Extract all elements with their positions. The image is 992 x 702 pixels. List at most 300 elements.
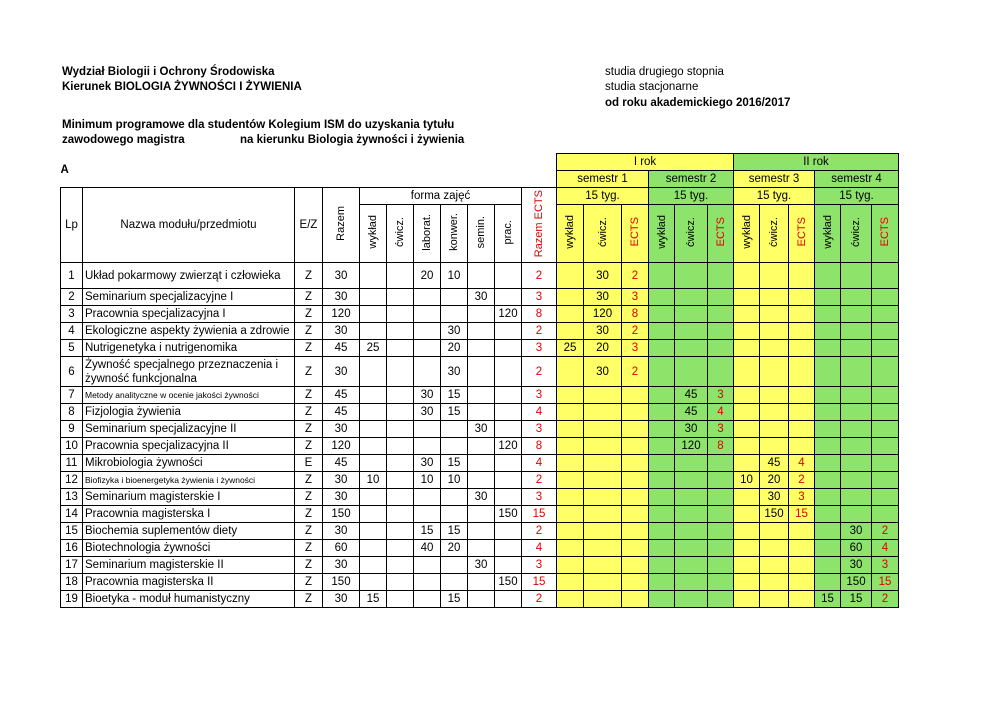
- table-row: [61, 263, 899, 289]
- row-form-3: [441, 574, 468, 591]
- row-form-5: [495, 557, 522, 574]
- row-form-0: 15: [360, 591, 387, 608]
- row-ects-total: 3: [522, 557, 557, 574]
- row-s4-0: [815, 421, 841, 438]
- row-s1-0: 25: [557, 340, 584, 357]
- sem1-col-header-2: ECTS: [622, 205, 649, 263]
- row-razem: 30: [323, 472, 360, 489]
- row-form-2: [414, 574, 441, 591]
- row-subject-name: Biochemia suplementów diety: [83, 523, 295, 540]
- row-s1-2: 2: [622, 323, 649, 340]
- sem1-col-header-1: ćwicz.: [584, 205, 622, 263]
- row-s2-1: [675, 340, 708, 357]
- row-form-2: [414, 506, 441, 523]
- col-header-form-4: semin.: [468, 205, 495, 263]
- row-s3-1: 30: [760, 489, 789, 506]
- row-form-3: [441, 557, 468, 574]
- row-s1-0: [557, 404, 584, 421]
- row-s2-0: [649, 455, 675, 472]
- col-header-form-5: prac.: [495, 205, 522, 263]
- row-s3-0: [734, 306, 760, 323]
- row-s4-0: [815, 472, 841, 489]
- row-lp: 10: [61, 438, 83, 455]
- row-ects-total: 2: [522, 263, 557, 289]
- col-header-lp: Lp: [61, 188, 83, 263]
- row-form-4: [468, 438, 495, 455]
- row-form-0: [360, 421, 387, 438]
- row-s2-1: 30: [675, 421, 708, 438]
- row-s4-1: [841, 472, 872, 489]
- row-s3-0: [734, 557, 760, 574]
- row-s2-1: [675, 489, 708, 506]
- row-s2-1: [675, 323, 708, 340]
- row-s4-2: 15: [872, 574, 899, 591]
- row-subject-name: Pracownia specjalizacyjna II: [83, 438, 295, 455]
- semester-3-weeks: 15 tyg.: [734, 188, 815, 205]
- row-form-5: 150: [495, 574, 522, 591]
- row-ects-total: 2: [522, 357, 557, 387]
- row-form-5: 150: [495, 506, 522, 523]
- row-s4-1: [841, 263, 872, 289]
- row-s3-0: 10: [734, 472, 760, 489]
- row-subject-name: Seminarium specjalizacyjne I: [83, 289, 295, 306]
- row-ects-total: 2: [522, 323, 557, 340]
- row-ez: Z: [295, 263, 323, 289]
- row-s2-0: [649, 357, 675, 387]
- row-s3-2: 15: [789, 506, 815, 523]
- row-subject-name: Ekologiczne aspekty żywienia a zdrowie: [83, 323, 295, 340]
- row-s1-0: [557, 523, 584, 540]
- row-s3-1: 20: [760, 472, 789, 489]
- row-subject-name: Seminarium magisterskie II: [83, 557, 295, 574]
- row-s2-1: [675, 574, 708, 591]
- sem3-col-header-0: wykład: [734, 205, 760, 263]
- row-form-0: [360, 289, 387, 306]
- row-form-5: [495, 421, 522, 438]
- row-lp: 3: [61, 306, 83, 323]
- row-s3-2: [789, 421, 815, 438]
- row-ez: Z: [295, 306, 323, 323]
- row-form-1: [387, 306, 414, 323]
- semester-1-header: semestr 1: [557, 171, 649, 188]
- row-form-0: [360, 523, 387, 540]
- row-s4-0: [815, 306, 841, 323]
- row-s3-1: [760, 323, 789, 340]
- row-s2-0: [649, 289, 675, 306]
- row-lp: 4: [61, 323, 83, 340]
- row-s3-2: [789, 591, 815, 608]
- row-s2-0: [649, 387, 675, 404]
- row-s4-2: [872, 387, 899, 404]
- row-s4-2: 2: [872, 523, 899, 540]
- row-s4-0: [815, 404, 841, 421]
- row-s3-1: [760, 540, 789, 557]
- row-form-2: 40: [414, 540, 441, 557]
- row-form-3: 15: [441, 387, 468, 404]
- row-form-3: 30: [441, 323, 468, 340]
- row-s4-1: [841, 455, 872, 472]
- row-form-2: 20: [414, 263, 441, 289]
- row-subject-name: Pracownia magisterska II: [83, 574, 295, 591]
- row-s1-2: 3: [622, 289, 649, 306]
- row-s1-2: [622, 455, 649, 472]
- row-form-5: [495, 340, 522, 357]
- table-row: [61, 506, 899, 523]
- row-form-4: [468, 523, 495, 540]
- row-ez: Z: [295, 489, 323, 506]
- row-form-0: 25: [360, 340, 387, 357]
- row-ects-total: 8: [522, 306, 557, 323]
- row-ez: Z: [295, 404, 323, 421]
- row-subject-name: Biofizyka i bioenergetyka żywienia i żywności: [83, 472, 295, 489]
- row-s3-0: [734, 540, 760, 557]
- row-ez: Z: [295, 557, 323, 574]
- row-ez: Z: [295, 340, 323, 357]
- row-form-2: [414, 289, 441, 306]
- row-form-0: 10: [360, 472, 387, 489]
- row-s2-2: [708, 357, 734, 387]
- study-level: studia drugiego stopnia: [605, 66, 724, 78]
- row-s3-2: [789, 438, 815, 455]
- sem1-col-header-0: wykład: [557, 205, 584, 263]
- row-form-3: 10: [441, 472, 468, 489]
- row-form-4: 30: [468, 489, 495, 506]
- row-s2-0: [649, 421, 675, 438]
- row-s2-0: [649, 438, 675, 455]
- row-form-2: [414, 557, 441, 574]
- row-form-2: [414, 306, 441, 323]
- row-subject-name: Nutrigenetyka i nutrigenomika: [83, 340, 295, 357]
- row-s1-0: [557, 591, 584, 608]
- row-subject-name: Seminarium magisterskie I: [83, 489, 295, 506]
- row-s3-0: [734, 340, 760, 357]
- row-s2-1: [675, 557, 708, 574]
- table-row: [61, 472, 899, 489]
- row-s3-1: [760, 421, 789, 438]
- col-header-forma: forma zajęć: [360, 188, 522, 205]
- row-subject-name: Seminarium specjalizacyjne II: [83, 421, 295, 438]
- row-form-3: 30: [441, 357, 468, 387]
- row-s1-1: 30: [584, 323, 622, 340]
- row-s2-2: [708, 540, 734, 557]
- row-s2-0: [649, 306, 675, 323]
- row-ects-total: 3: [522, 340, 557, 357]
- row-s1-1: 30: [584, 263, 622, 289]
- row-s4-2: [872, 506, 899, 523]
- row-s2-2: [708, 289, 734, 306]
- table-row: [61, 323, 899, 340]
- row-s1-2: [622, 540, 649, 557]
- row-s1-2: [622, 591, 649, 608]
- row-s4-1: 60: [841, 540, 872, 557]
- row-s1-1: [584, 591, 622, 608]
- row-s1-2: [622, 438, 649, 455]
- row-s4-2: [872, 489, 899, 506]
- row-form-4: [468, 540, 495, 557]
- row-s2-1: [675, 289, 708, 306]
- row-razem: 45: [323, 340, 360, 357]
- row-s2-2: [708, 472, 734, 489]
- row-s3-2: [789, 557, 815, 574]
- field-name: Kierunek BIOLOGIA ŻYWNOŚCI I ŻYWIENIA: [62, 81, 302, 93]
- row-form-5: [495, 489, 522, 506]
- row-s3-1: 150: [760, 506, 789, 523]
- row-s3-2: [789, 306, 815, 323]
- row-form-3: 15: [441, 404, 468, 421]
- row-form-3: [441, 438, 468, 455]
- row-form-4: [468, 591, 495, 608]
- row-s2-2: [708, 574, 734, 591]
- col-header-form-3: konwer.: [441, 205, 468, 263]
- row-form-1: [387, 357, 414, 387]
- row-form-2: [414, 323, 441, 340]
- row-s3-2: 2: [789, 472, 815, 489]
- year-2-header: II rok: [734, 154, 899, 171]
- row-s1-0: [557, 387, 584, 404]
- row-form-2: [414, 489, 441, 506]
- table-row: [61, 289, 899, 306]
- row-s4-0: [815, 523, 841, 540]
- row-form-2: [414, 591, 441, 608]
- row-s4-0: [815, 540, 841, 557]
- row-subject-name: Fizjologia żywienia: [83, 404, 295, 421]
- row-razem: 30: [323, 289, 360, 306]
- row-s3-1: [760, 340, 789, 357]
- row-form-5: [495, 404, 522, 421]
- row-s2-2: 3: [708, 421, 734, 438]
- row-s1-2: [622, 574, 649, 591]
- row-s2-2: [708, 506, 734, 523]
- row-s3-2: [789, 340, 815, 357]
- row-s4-1: [841, 306, 872, 323]
- row-ez: Z: [295, 323, 323, 340]
- row-s3-0: [734, 591, 760, 608]
- row-ez: Z: [295, 540, 323, 557]
- row-form-4: 30: [468, 421, 495, 438]
- row-s2-0: [649, 263, 675, 289]
- row-s4-1: [841, 387, 872, 404]
- row-s3-1: [760, 574, 789, 591]
- row-form-5: [495, 523, 522, 540]
- row-form-1: [387, 263, 414, 289]
- row-s3-1: [760, 557, 789, 574]
- row-s1-2: [622, 557, 649, 574]
- row-ez: Z: [295, 387, 323, 404]
- row-form-1: [387, 404, 414, 421]
- sem2-col-header-2: ECTS: [708, 205, 734, 263]
- row-s1-1: [584, 404, 622, 421]
- row-s4-0: [815, 340, 841, 357]
- row-ects-total: 4: [522, 540, 557, 557]
- row-s2-0: [649, 489, 675, 506]
- row-s4-0: [815, 557, 841, 574]
- row-ez: Z: [295, 472, 323, 489]
- row-s2-0: [649, 472, 675, 489]
- row-s4-0: [815, 357, 841, 387]
- row-form-2: 30: [414, 455, 441, 472]
- row-form-4: [468, 472, 495, 489]
- row-razem: 45: [323, 404, 360, 421]
- row-s4-2: [872, 289, 899, 306]
- row-form-2: 15: [414, 523, 441, 540]
- row-s2-2: [708, 340, 734, 357]
- row-s3-0: [734, 404, 760, 421]
- row-s3-2: [789, 540, 815, 557]
- row-form-2: 30: [414, 404, 441, 421]
- row-ects-total: 3: [522, 387, 557, 404]
- row-s2-1: 120: [675, 438, 708, 455]
- row-s3-1: [760, 263, 789, 289]
- row-form-3: 20: [441, 540, 468, 557]
- row-razem: 60: [323, 540, 360, 557]
- row-s3-2: [789, 574, 815, 591]
- row-ects-total: 2: [522, 523, 557, 540]
- row-form-2: [414, 340, 441, 357]
- row-razem: 30: [323, 489, 360, 506]
- doc-title-line1: Minimum programowe dla studentów Kolegium ISM do uzyskania tytułu: [62, 119, 455, 131]
- row-form-2: 30: [414, 387, 441, 404]
- row-s1-1: [584, 387, 622, 404]
- row-s4-2: [872, 263, 899, 289]
- row-s2-1: [675, 506, 708, 523]
- col-header-razem: Razem: [323, 188, 360, 263]
- row-s1-0: [557, 357, 584, 387]
- semester-4-weeks: 15 tyg.: [815, 188, 899, 205]
- row-lp: 17: [61, 557, 83, 574]
- row-subject-name: Metody analityczne w ocenie jakości żywności: [83, 387, 295, 404]
- row-s2-0: [649, 557, 675, 574]
- row-s2-1: 45: [675, 387, 708, 404]
- row-form-1: [387, 289, 414, 306]
- row-s1-1: [584, 472, 622, 489]
- row-form-4: [468, 455, 495, 472]
- sem2-col-header-1: ćwicz.: [675, 205, 708, 263]
- row-ects-total: 15: [522, 574, 557, 591]
- row-s1-1: [584, 557, 622, 574]
- row-form-1: [387, 472, 414, 489]
- row-lp: 6: [61, 357, 83, 387]
- row-s1-1: [584, 523, 622, 540]
- row-form-4: [468, 323, 495, 340]
- row-s3-0: [734, 263, 760, 289]
- row-lp: 12: [61, 472, 83, 489]
- row-s2-2: 8: [708, 438, 734, 455]
- row-form-0: [360, 438, 387, 455]
- row-s4-1: 15: [841, 591, 872, 608]
- row-razem: 30: [323, 323, 360, 340]
- table-row: [61, 357, 899, 387]
- row-form-3: [441, 489, 468, 506]
- row-ez: Z: [295, 591, 323, 608]
- row-lp: 8: [61, 404, 83, 421]
- row-s4-1: [841, 489, 872, 506]
- row-form-5: [495, 289, 522, 306]
- row-s1-1: [584, 421, 622, 438]
- semester-2-weeks: 15 tyg.: [649, 188, 734, 205]
- table-row: [61, 404, 899, 421]
- row-s4-1: [841, 323, 872, 340]
- row-form-4: [468, 263, 495, 289]
- row-s2-0: [649, 591, 675, 608]
- row-s1-0: [557, 489, 584, 506]
- row-s3-2: [789, 523, 815, 540]
- row-s3-2: [789, 387, 815, 404]
- row-s4-2: [872, 455, 899, 472]
- row-s2-0: [649, 340, 675, 357]
- row-s4-1: [841, 340, 872, 357]
- row-form-4: 30: [468, 289, 495, 306]
- row-form-5: 120: [495, 306, 522, 323]
- row-razem: 45: [323, 387, 360, 404]
- sem2-col-header-0: wykład: [649, 205, 675, 263]
- row-s4-0: [815, 387, 841, 404]
- row-lp: 5: [61, 340, 83, 357]
- row-s3-2: [789, 323, 815, 340]
- row-s3-1: [760, 306, 789, 323]
- row-s2-2: [708, 489, 734, 506]
- row-ects-total: 3: [522, 289, 557, 306]
- table-row: [61, 455, 899, 472]
- semester-1-weeks: 15 tyg.: [557, 188, 649, 205]
- row-s1-2: [622, 523, 649, 540]
- row-s3-1: [760, 523, 789, 540]
- table-row: [61, 421, 899, 438]
- row-razem: 30: [323, 591, 360, 608]
- row-s4-1: [841, 357, 872, 387]
- row-s4-2: [872, 306, 899, 323]
- row-s1-0: [557, 540, 584, 557]
- row-s2-1: [675, 591, 708, 608]
- row-s4-0: [815, 438, 841, 455]
- row-s4-1: 30: [841, 523, 872, 540]
- row-s1-0: [557, 438, 584, 455]
- academic-year: od roku akademickiego 2016/2017: [605, 97, 791, 109]
- row-s4-2: [872, 323, 899, 340]
- row-s1-1: [584, 489, 622, 506]
- row-lp: 16: [61, 540, 83, 557]
- row-razem: 120: [323, 306, 360, 323]
- sem4-col-header-2: ECTS: [872, 205, 899, 263]
- row-s3-1: 45: [760, 455, 789, 472]
- row-form-5: [495, 591, 522, 608]
- row-s4-0: [815, 489, 841, 506]
- table-row: [61, 523, 899, 540]
- row-form-0: [360, 489, 387, 506]
- sem3-col-header-2: ECTS: [789, 205, 815, 263]
- row-subject-name: Bioetyka - moduł humanistyczny: [83, 591, 295, 608]
- row-s3-2: [789, 289, 815, 306]
- row-s1-1: 30: [584, 357, 622, 387]
- row-s1-2: [622, 404, 649, 421]
- row-subject-name: Układ pokarmowy zwierząt i człowieka: [83, 263, 295, 289]
- row-form-3: 20: [441, 340, 468, 357]
- row-s4-1: 30: [841, 557, 872, 574]
- row-s2-0: [649, 323, 675, 340]
- row-lp: 11: [61, 455, 83, 472]
- row-s2-2: [708, 323, 734, 340]
- row-s4-0: [815, 289, 841, 306]
- row-s4-0: [815, 323, 841, 340]
- row-s1-0: [557, 306, 584, 323]
- row-ez: Z: [295, 438, 323, 455]
- row-form-2: [414, 421, 441, 438]
- col-header-form-1: ćwicz.: [387, 205, 414, 263]
- row-s4-0: [815, 455, 841, 472]
- row-form-2: 10: [414, 472, 441, 489]
- row-s3-1: [760, 357, 789, 387]
- row-form-5: [495, 455, 522, 472]
- row-ez: Z: [295, 506, 323, 523]
